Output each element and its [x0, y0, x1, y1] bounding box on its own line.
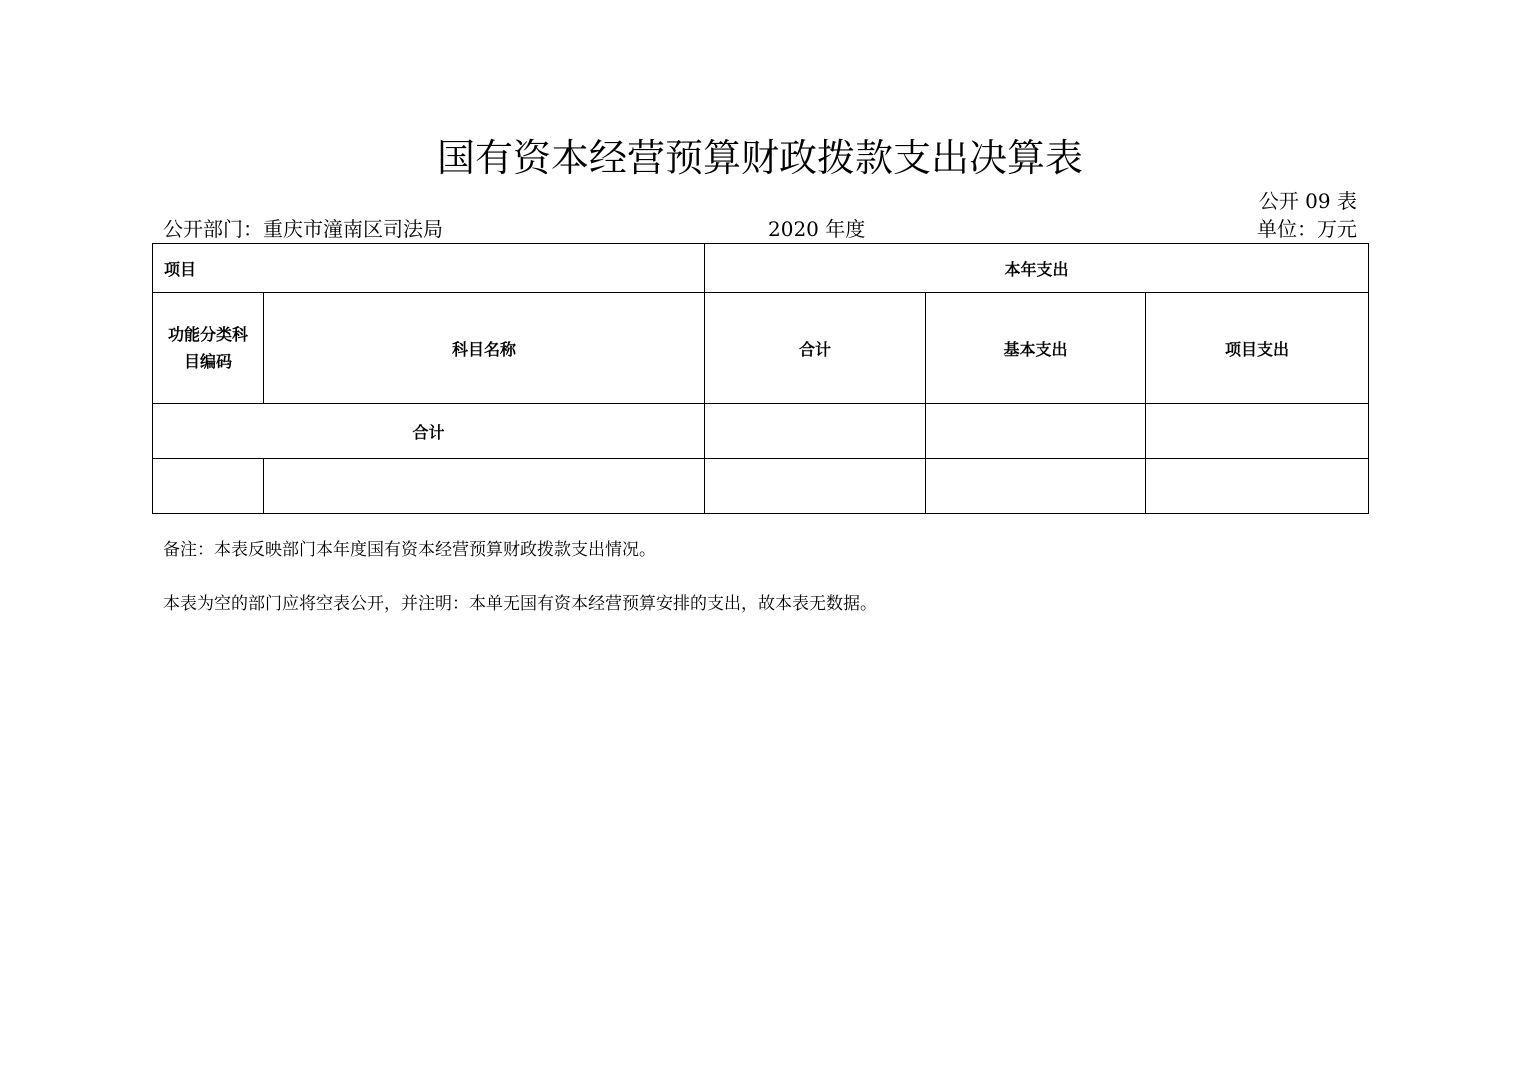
table-row: [153, 459, 1369, 514]
header-item: 项目: [153, 244, 705, 293]
header-current-year-expense: 本年支出: [705, 244, 1369, 293]
total-row-project: [1146, 404, 1369, 459]
table-number: 公开 09 表: [1258, 189, 1357, 213]
header-basic-expense: 基本支出: [926, 293, 1146, 404]
total-row-total: [705, 404, 926, 459]
department-label: 公开部门：重庆市潼南区司法局: [163, 217, 443, 241]
total-row: [153, 404, 1369, 459]
total-row-basic: [926, 404, 1146, 459]
row-code: [153, 459, 264, 514]
header-function-code: [153, 293, 264, 404]
header-function-code-line2: 目编码: [183, 352, 232, 371]
unit-label: 单位：万元: [1257, 217, 1357, 241]
row-basic: [926, 459, 1146, 514]
row-total: [705, 459, 926, 514]
expense-table: [152, 243, 1369, 514]
table-subheader-row: [153, 293, 1369, 404]
header-function-code-line1: 功能分类科: [167, 325, 248, 344]
empty-table-note: 本表为空的部门应将空表公开，并注明：本单无国有资本经营预算安排的支出，故本表无数据。: [163, 594, 877, 614]
header-total: 合计: [705, 293, 926, 404]
row-project: [1146, 459, 1369, 514]
header-subject-name: 科目名称: [264, 293, 705, 404]
page-title: 国有资本经营预算财政拨款支出决算表: [436, 136, 1083, 180]
header-project-expense: 项目支出: [1146, 293, 1369, 404]
table-header-row: [153, 244, 1369, 293]
row-name: [264, 459, 705, 514]
remark-note: 备注：本表反映部门本年度国有资本经营预算财政拨款支出情况。: [163, 540, 656, 560]
fiscal-year: 2020 年度: [768, 217, 866, 241]
total-row-label: 合计: [153, 404, 705, 459]
